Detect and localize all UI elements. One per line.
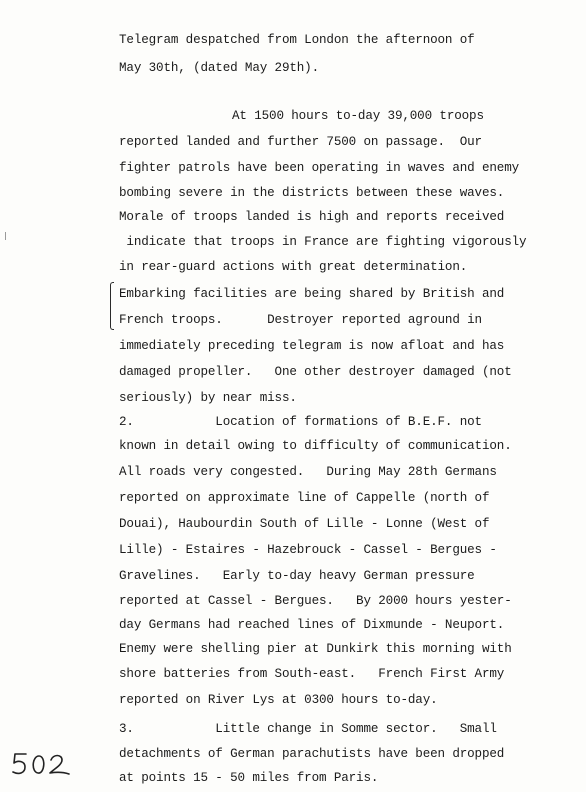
text-line-10: Embarking facilities are being shared by British and bbox=[119, 287, 505, 301]
text-line-27: 3. Little change in Somme sector. Small bbox=[119, 722, 497, 736]
text-line-25: shore batteries from South-east. French First Army bbox=[119, 667, 505, 681]
text-line-7: Morale of troops landed is high and reports received bbox=[119, 210, 505, 224]
text-line-29: at points 15 - 50 miles from Paris. bbox=[119, 771, 379, 785]
text-line-17: All roads very congested. During May 28th Germans bbox=[119, 465, 497, 479]
margin-tick-mark bbox=[5, 232, 9, 240]
text-line-16: known in detail owing to difficulty of communication. bbox=[119, 439, 512, 453]
text-line-6: bombing severe in the districts between these waves. bbox=[119, 186, 505, 200]
text-line-19: Douai), Haubourdin South of Lille - Lonne (West of bbox=[119, 517, 490, 531]
text-line-15: 2. Location of formations of B.E.F. not bbox=[119, 415, 482, 429]
text-line-28: detachments of German parachutists have been dropped bbox=[119, 747, 505, 761]
text-line-14: seriously) by near miss. bbox=[119, 391, 297, 405]
text-line-5: fighter patrols have been operating in waves and enemy bbox=[119, 161, 520, 175]
text-line-9: in rear-guard actions with great determination. bbox=[119, 260, 468, 274]
handwritten-page-number bbox=[6, 744, 76, 784]
text-line-26: reported on River Lys at 0300 hours to-day. bbox=[119, 693, 438, 707]
text-line-2: May 30th, (dated May 29th). bbox=[119, 61, 320, 75]
text-line-18: reported on approximate line of Cappelle (north of bbox=[119, 491, 490, 505]
text-line-12: immediately preceding telegram is now afloat and has bbox=[119, 339, 505, 353]
text-line-3: At 1500 hours to-day 39,000 troops bbox=[232, 109, 484, 123]
margin-bracket-mark bbox=[110, 282, 114, 330]
text-line-13: damaged propeller. One other destroyer damaged (not bbox=[119, 365, 512, 379]
text-line-11: French troops. Destroyer reported aground in bbox=[119, 313, 482, 327]
text-line-20: Lille) - Estaires - Hazebrouck - Cassel - Bergues - bbox=[119, 543, 497, 557]
text-line-1: Telegram despatched from London the afternoon of bbox=[119, 33, 475, 47]
text-line-4: reported landed and further 7500 on passage. Our bbox=[119, 135, 482, 149]
text-line-21: Gravelines. Early to-day heavy German pressure bbox=[119, 569, 475, 583]
text-line-24: Enemy were shelling pier at Dunkirk this morning with bbox=[119, 642, 512, 656]
text-line-8: indicate that troops in France are fighting vigorously bbox=[119, 235, 527, 249]
text-line-23: day Germans had reached lines of Dixmunde - Neuport. bbox=[119, 618, 505, 632]
text-line-22: reported at Cassel - Bergues. By 2000 hours yester- bbox=[119, 594, 512, 608]
